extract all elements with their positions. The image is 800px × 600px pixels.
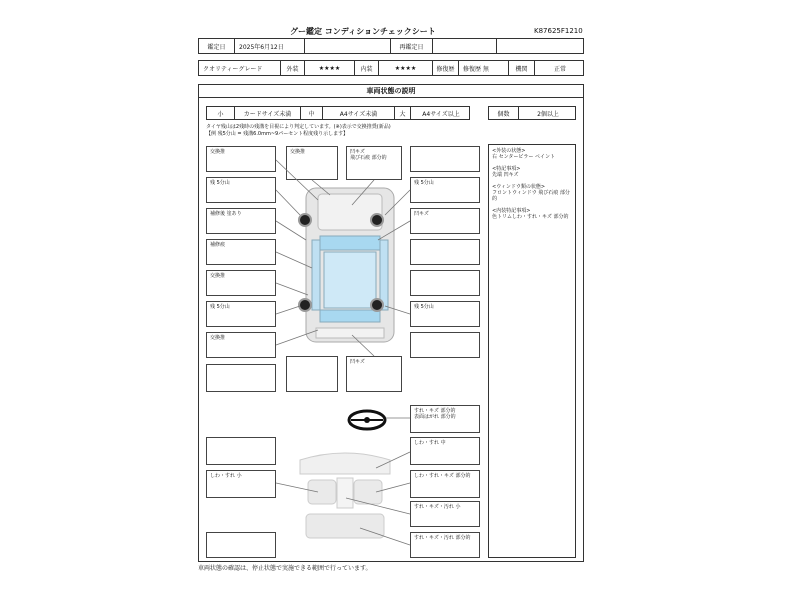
- sheet-title: グー鑑定 コンディションチェックシート: [290, 27, 436, 36]
- size-large-label: 大: [395, 107, 411, 119]
- repair-history-label: 修復歴: [433, 61, 459, 75]
- ext-box-left-7: 交換推: [206, 332, 276, 358]
- int-box-left-2: しわ・すれ 小: [206, 470, 276, 498]
- section-title: 車両状態の説明: [366, 86, 416, 95]
- ext-box-left-4: 補修痕: [206, 239, 276, 265]
- ext-box-left-2: 残 5分山: [206, 177, 276, 203]
- size-medium-value: A4サイズ未満: [323, 107, 395, 119]
- remarks-line: 先端 凹キズ: [492, 172, 519, 178]
- tire-note-example: 【例 残5分山 = 残溝6.0mm~9パーセント程度残り示します】: [206, 131, 349, 137]
- equipment-label: 機関: [509, 61, 535, 75]
- leader-line: [376, 483, 410, 492]
- int-box-steering: すれ・キズ 部分的 表面はがれ 部分的: [410, 405, 480, 433]
- ext-box-top-3: 凹キズ 飛び石痕 部分的: [346, 146, 402, 180]
- remarks-line: <外装の状態>: [492, 148, 526, 154]
- ext-box-left-5: 交換推: [206, 270, 276, 296]
- leader-line: [376, 452, 410, 468]
- size-small-value: カードサイズ未満: [235, 107, 301, 119]
- ext-box-top-1: 交換推: [286, 146, 338, 180]
- quality-grade-label: クオリティーグレード: [199, 61, 281, 75]
- ext-box-left-1: 交換推: [206, 146, 276, 172]
- sheet-code: K87625F1210: [534, 27, 583, 35]
- leader-line: [276, 483, 318, 492]
- remarks-line: <ウィンドウ類の状態>: [492, 184, 546, 190]
- ext-box-bottom-3: 凹キズ: [346, 356, 402, 392]
- ext-box-right-3: 凹キズ: [410, 208, 480, 234]
- remarks-line: 右 センターピラー ペイント: [492, 154, 555, 160]
- tire-note: タイヤ残山は2残時の残溝を目視により判定しています。(※)表示で交換推奨(新品): [206, 124, 391, 130]
- remarks-line: 色トリムしわ・すれ・キズ 部分的: [492, 214, 569, 220]
- exterior-label: 外装: [281, 61, 305, 75]
- remarks-line: <特記事項>: [492, 166, 521, 172]
- int-box-right-2: しわ・すれ・キズ 部分的: [410, 470, 480, 498]
- exterior-stars: ★★★★: [305, 61, 355, 75]
- appraisal-date-label: 鑑定日: [199, 39, 235, 53]
- ext-box-right-2: 残 5分山: [410, 177, 480, 203]
- leader-line: [360, 528, 410, 545]
- remarks-line: フロントウィンドウ 飛び石痕 部分的: [492, 190, 570, 202]
- ext-box-right-6: 残 5分山: [410, 301, 480, 327]
- size-medium-label: 中: [301, 107, 323, 119]
- ext-box-left-3: 補修後 塗あり: [206, 208, 276, 234]
- size-large-value: A4サイズ以上: [422, 110, 460, 118]
- ext-box-left-6: 残 5分山: [206, 301, 276, 327]
- footer-note: 車両状態の確認は、停止状態で実施できる範囲で行っています。: [198, 565, 372, 572]
- interior-stars: ★★★★: [379, 61, 433, 75]
- reappraisal-date-label: 再鑑定日: [391, 39, 433, 53]
- int-box-right-3: すれ・キズ・汚れ 小: [410, 501, 480, 527]
- int-box-right-1: しわ・すれ 中: [410, 437, 480, 465]
- count-label: 個数: [489, 107, 519, 119]
- equipment-value: 正常: [553, 65, 566, 73]
- count-value: 2個以上: [537, 110, 559, 118]
- appraisal-date-value: 2025年6月12日: [235, 39, 305, 53]
- remarks-line: <内装特記事項>: [492, 208, 531, 214]
- interior-label: 内装: [355, 61, 379, 75]
- size-small-label: 小: [207, 107, 235, 119]
- repair-history-value: 修復歴 無: [459, 61, 509, 75]
- leader-line: [346, 498, 410, 514]
- int-box-right-4: すれ・キズ・汚れ 部分的: [410, 532, 480, 558]
